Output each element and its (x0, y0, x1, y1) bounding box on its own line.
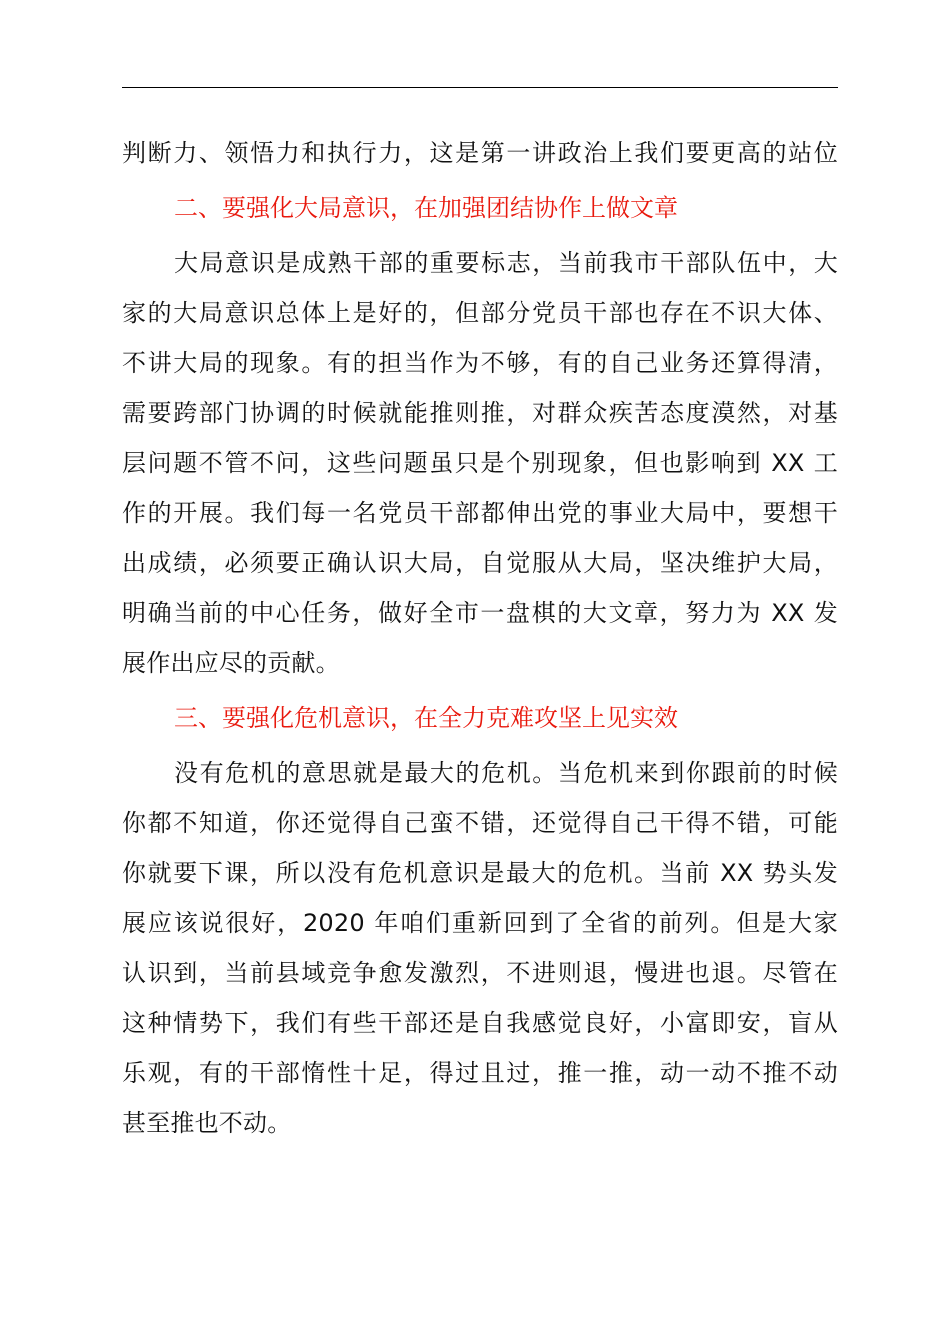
paragraph-line: 你都不知道，你还觉得自己蛮不错，还觉得自己干得不错，可能 (122, 809, 838, 837)
paragraph-line: 这种情势下，我们有些干部还是自我感觉良好，小富即安，盲从 (122, 1009, 838, 1037)
paragraph-line: 需要跨部门协调的时候就能推则推，对群众疾苦态度漠然，对基 (122, 399, 838, 427)
section-heading-2: 二、要强化大局意识，在加强团结协作上做文章 (174, 194, 678, 222)
paragraph-line: 层问题不管不问，这些问题虽只是个别现象，但也影响到 XX 工 (122, 449, 838, 477)
section-paragraph-2 (122, 238, 838, 688)
continuation-line: 判断力、领悟力和执行力，这是第一讲政治上我们要更高的站位 (122, 139, 838, 167)
paragraph-line: 家的大局意识总体上是好的，但部分党员干部也存在不识大体、 (122, 299, 838, 327)
paragraph-line: 出成绩，必须要正确认识大局，自觉服从大局，坚决维护大局， (122, 549, 838, 577)
paragraph-line: 大局意识是成熟干部的重要标志，当前我市干部队伍中，大 (174, 249, 838, 277)
paragraph-line: 没有危机的意思就是最大的危机。当危机来到你跟前的时候 (174, 759, 838, 787)
paragraph-line: 展应该说很好，2020 年咱们重新回到了全省的前列。但是大家 (122, 909, 838, 937)
paragraph-line: 作的开展。我们每一名党员干部都伸出党的事业大局中，要想干 (122, 499, 838, 527)
paragraph-line: 不讲大局的现象。有的担当作为不够，有的自己业务还算得清， (122, 349, 838, 377)
section-paragraph-3 (122, 748, 838, 1148)
header-rule (122, 87, 838, 88)
paragraph-line: 乐观，有的干部惰性十足，得过且过，推一推，动一动不推不动 (122, 1059, 838, 1087)
paragraph-line: 甚至推也不动。 (122, 1109, 292, 1137)
paragraph-line: 明确当前的中心任务，做好全市一盘棋的大文章，努力为 XX 发 (122, 599, 838, 627)
document-body (122, 128, 838, 1148)
section-heading-3: 三、要强化危机意识，在全力克难攻坚上见实效 (174, 704, 678, 732)
paragraph-line: 认识到，当前县域竞争愈发激烈，不进则退，慢进也退。尽管在 (122, 959, 838, 987)
paragraph-line: 展作出应尽的贡献。 (122, 649, 340, 677)
paragraph-line: 你就要下课，所以没有危机意识是最大的危机。当前 XX 势头发 (122, 859, 838, 887)
